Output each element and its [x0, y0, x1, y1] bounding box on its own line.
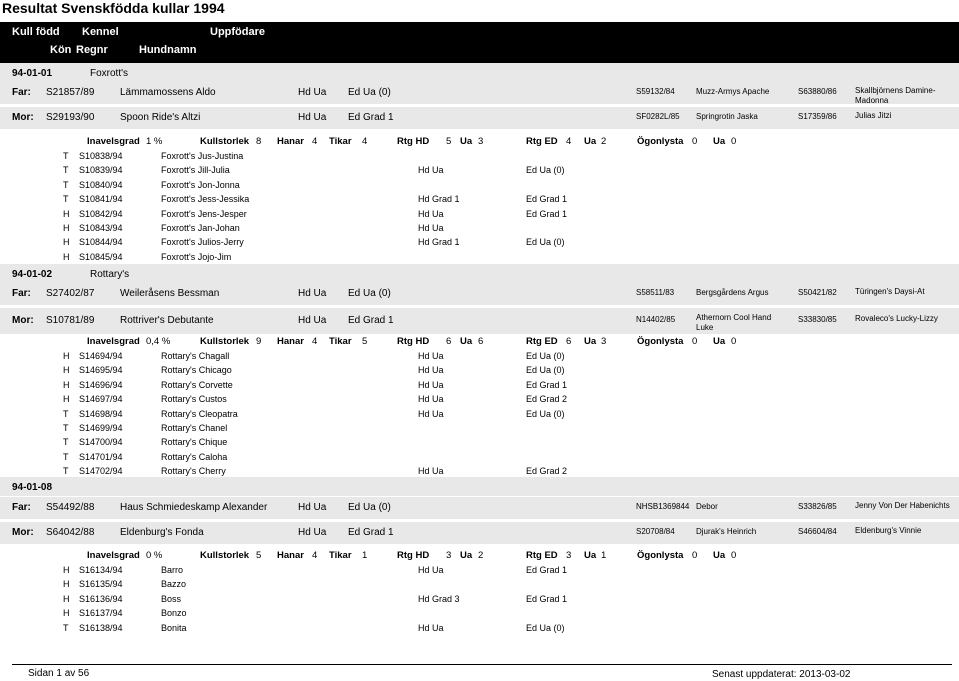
puppy-name: Rottary's Chanel	[161, 423, 228, 433]
parent-name: Spoon Ride's Altzi	[120, 112, 201, 123]
puppy-sex: H	[63, 379, 70, 390]
puppy-regnr: S14702/94	[79, 466, 123, 477]
puppy-sex: H	[63, 208, 70, 219]
stat-label-hanar: Hanar	[277, 336, 304, 347]
granddam-name: Julias Jitzi	[855, 111, 892, 120]
puppy-regnr: S14698/94	[79, 408, 123, 419]
parent-role: Far:	[12, 87, 31, 98]
stat-value-kull: 8	[256, 136, 262, 147]
stat-label-inavel: Inavelsgrad	[87, 136, 140, 147]
puppy-row	[0, 421, 959, 435]
header-kennel: Kennel	[82, 26, 119, 38]
stat-label-ua1: Ua	[460, 550, 473, 561]
parent-ed: Ed Ua (0)	[348, 87, 391, 98]
stat-label-ua3: Ua	[713, 136, 726, 147]
stat-label-kull: Kullstorlek	[200, 550, 250, 561]
puppy-name: Rottary's Cherry	[161, 466, 226, 477]
puppy-regnr: S16135/94	[79, 579, 123, 590]
puppy-name: Foxrott's Jojo-Jim	[161, 251, 232, 262]
stat-label-inavel: Inavelsgrad	[87, 336, 140, 347]
parent-row-far	[0, 283, 959, 305]
puppy-ed: Ed Ua (0)	[526, 237, 565, 248]
stat-value-hanar: 4	[312, 136, 318, 147]
puppy-regnr: S16138/94	[79, 622, 123, 633]
grandsire-name: Bergsgårdens Argus	[696, 288, 769, 297]
stat-label-rtged: Rtg ED	[526, 550, 558, 561]
stat-value-rtghd: 5	[446, 136, 452, 147]
puppy-hd: Hd Grad 3	[418, 593, 460, 604]
page-number: Sidan 1 av 56	[28, 668, 90, 679]
stat-label-rtghd: Rtg HD	[397, 136, 430, 147]
litter-header	[0, 477, 959, 496]
puppy-sex: T	[63, 165, 69, 176]
parent-regnr: S29193/90	[46, 112, 95, 123]
stat-value-rtged: 6	[566, 336, 572, 347]
stat-value-ua1: 6	[478, 336, 484, 347]
puppy-hd: Hd Ua	[418, 379, 444, 390]
puppy-ed: Ed Grad 1	[526, 208, 568, 219]
stat-label-hanar: Hanar	[277, 136, 304, 147]
puppy-row	[0, 192, 959, 206]
stat-value-inavel: 0,4 %	[146, 336, 171, 347]
stat-value-inavel: 1 %	[146, 136, 163, 147]
litter-kennel: Foxrott's	[90, 68, 129, 79]
parent-role: Far:	[12, 502, 31, 513]
stat-label-inavel: Inavelsgrad	[87, 550, 140, 561]
puppy-regnr: S14697/94	[79, 394, 123, 405]
puppy-ed: Ed Ua (0)	[526, 408, 565, 419]
puppy-hd: Hd Ua	[418, 622, 444, 633]
grandsire-name: Athernorn Cool Hand Luke	[696, 313, 772, 332]
stat-value-hanar: 4	[312, 336, 318, 347]
puppy-row	[0, 207, 959, 221]
puppy-hd: Hd Grad 1	[418, 237, 460, 248]
stat-value-ogon: 0	[692, 336, 698, 347]
granddam-name: Jenny Von Der Habenichts	[855, 501, 950, 510]
stat-label-ua2: Ua	[584, 336, 597, 347]
puppy-ed: Ed Ua (0)	[526, 365, 565, 376]
puppy-sex: H	[63, 394, 70, 405]
litter-header	[0, 63, 959, 82]
puppy-row	[0, 363, 959, 377]
grandsire-name: Springrotin Jaska	[696, 112, 758, 121]
header-kon: Kön	[50, 44, 72, 56]
parent-ed: Ed Grad 1	[348, 112, 394, 123]
parent-row-mor	[0, 107, 959, 129]
puppy-row	[0, 621, 959, 635]
puppy-sex: H	[63, 351, 70, 361]
parent-role: Far:	[12, 288, 31, 299]
stat-label-ogon: Ögonlysta	[637, 336, 684, 347]
puppy-sex: H	[63, 579, 70, 590]
parent-hd: Hd Ua	[298, 527, 327, 538]
puppy-ed: Ed Grad 2	[526, 394, 568, 405]
puppy-ed: Ed Ua (0)	[526, 622, 565, 633]
stat-label-rtged: Rtg ED	[526, 336, 558, 347]
puppy-name: Rottary's Cleopatra	[161, 408, 238, 419]
puppy-regnr: S10845/94	[79, 251, 123, 262]
puppy-name: Rottary's Caloha	[161, 451, 228, 462]
puppy-name: Bonita	[161, 622, 187, 633]
puppy-regnr: S16137/94	[79, 608, 123, 619]
stat-label-tikar: Tikar	[329, 550, 352, 561]
parent-ed: Ed Ua (0)	[348, 502, 391, 513]
puppy-hd: Hd Ua	[418, 351, 444, 361]
puppy-row	[0, 563, 959, 577]
puppy-row	[0, 178, 959, 192]
puppy-name: Rottary's Chicago	[161, 365, 232, 376]
puppy-name: Rottary's Corvette	[161, 379, 233, 390]
stat-value-ua1: 2	[478, 550, 484, 561]
puppy-row	[0, 407, 959, 421]
puppy-hd: Hd Ua	[418, 165, 444, 176]
stat-label-ua3: Ua	[713, 550, 726, 561]
grandsire-name: Muzz-Armys Apache	[696, 87, 770, 96]
puppy-name: Barro	[161, 565, 184, 575]
stat-label-ua1: Ua	[460, 136, 473, 147]
parent-hd: Hd Ua	[298, 288, 327, 299]
litter-stats-row	[0, 336, 959, 349]
parent-row-mor	[0, 308, 959, 334]
granddam-name: Eldenburg's Vinnie	[855, 526, 922, 535]
parent-regnr: S64042/88	[46, 527, 95, 538]
stat-value-ua3: 0	[731, 336, 737, 347]
grandsire-regnr: S59132/84	[636, 87, 675, 96]
puppy-row	[0, 235, 959, 249]
puppy-row	[0, 592, 959, 606]
puppy-name: Foxrott's Jus-Justina	[161, 151, 244, 161]
puppy-regnr: S14695/94	[79, 365, 123, 376]
litter-stats-row	[0, 136, 959, 149]
stat-label-tikar: Tikar	[329, 336, 352, 347]
puppy-sex: T	[63, 194, 69, 205]
puppy-sex: H	[63, 251, 70, 262]
litter-header	[0, 264, 959, 283]
granddam-regnr: S33830/85	[798, 315, 837, 324]
puppy-sex: H	[63, 365, 70, 376]
parent-hd: Hd Ua	[298, 112, 327, 123]
puppy-sex: H	[63, 237, 70, 248]
header-hundnamn: Hundnamn	[139, 44, 197, 56]
puppy-name: Foxrott's Jess-Jessika	[161, 194, 250, 205]
parent-name: Weileråsens Bessman	[120, 288, 220, 299]
puppy-regnr: S14696/94	[79, 379, 123, 390]
litter-date: 94-01-08	[12, 482, 53, 493]
stat-value-rtged: 3	[566, 550, 572, 561]
parent-ed: Ed Ua (0)	[348, 288, 391, 299]
puppy-hd: Hd Ua	[418, 394, 444, 405]
parent-regnr: S54492/88	[46, 502, 95, 513]
puppy-regnr: S10844/94	[79, 237, 123, 248]
puppy-sex: T	[63, 151, 69, 161]
footer-divider	[12, 664, 952, 665]
puppy-row	[0, 392, 959, 406]
puppy-name: Foxrott's Jens-Jesper	[161, 208, 247, 219]
puppy-name: Foxrott's Jill-Julia	[161, 165, 230, 176]
puppy-name: Foxrott's Julios-Jerry	[161, 237, 244, 248]
puppy-ed: Ed Grad 1	[526, 194, 568, 205]
header-regnr: Regnr	[76, 44, 108, 56]
last-updated: Senast uppdaterat: 2013-03-02	[712, 669, 851, 680]
puppy-name: Rottary's Chagall	[161, 351, 230, 361]
stat-value-rtghd: 6	[446, 336, 452, 347]
stat-label-ua3: Ua	[713, 336, 726, 347]
puppy-sex: T	[63, 451, 69, 462]
parent-hd: Hd Ua	[298, 315, 327, 326]
puppy-hd: Hd Ua	[418, 365, 444, 376]
granddam-regnr: S33826/85	[798, 502, 837, 511]
parent-role: Mor:	[12, 112, 34, 123]
puppy-regnr: S14700/94	[79, 437, 123, 448]
stat-value-hanar: 4	[312, 550, 318, 561]
puppy-sex: H	[63, 608, 70, 619]
stat-value-tikar: 5	[362, 336, 368, 347]
grandsire-regnr: S58511/83	[636, 288, 675, 297]
puppy-hd: Hd Ua	[418, 223, 444, 233]
stat-label-ua2: Ua	[584, 136, 597, 147]
puppy-ed: Ed Grad 1	[526, 593, 568, 604]
puppy-hd: Hd Ua	[418, 208, 444, 219]
parent-hd: Hd Ua	[298, 502, 327, 513]
puppy-hd: Hd Ua	[418, 565, 444, 575]
litter-date: 94-01-02	[12, 269, 53, 280]
puppy-regnr: S10838/94	[79, 151, 123, 161]
puppy-regnr: S10840/94	[79, 179, 123, 190]
stat-label-kull: Kullstorlek	[200, 336, 250, 347]
granddam-regnr: S50421/82	[798, 288, 837, 297]
stat-value-ogon: 0	[692, 136, 698, 147]
puppy-row	[0, 250, 959, 264]
puppy-hd: Hd Ua	[418, 408, 444, 419]
column-header-band	[0, 22, 959, 62]
stat-label-rtghd: Rtg HD	[397, 336, 430, 347]
stat-label-rtghd: Rtg HD	[397, 550, 430, 561]
parent-regnr: S21857/89	[46, 87, 95, 98]
stat-value-rtged: 4	[566, 136, 572, 147]
puppy-sex: T	[63, 408, 69, 419]
puppy-regnr: S10843/94	[79, 223, 123, 233]
puppy-row	[0, 349, 959, 363]
grandsire-regnr: SF0282L/85	[636, 112, 680, 121]
parent-ed: Ed Grad 1	[348, 315, 394, 326]
stat-value-tikar: 1	[362, 550, 368, 561]
granddam-regnr: S46604/84	[798, 527, 837, 536]
puppy-sex: T	[63, 437, 69, 448]
puppy-row	[0, 378, 959, 392]
puppy-regnr: S14694/94	[79, 351, 123, 361]
puppy-name: Rottary's Custos	[161, 394, 227, 405]
puppy-row	[0, 606, 959, 620]
parent-hd: Hd Ua	[298, 87, 327, 98]
stat-value-rtghd: 3	[446, 550, 452, 561]
puppy-ed: Ed Ua (0)	[526, 351, 565, 361]
granddam-name: Skallbjörnens Damine-Madonna	[855, 86, 936, 105]
puppy-row	[0, 163, 959, 177]
parent-regnr: S10781/89	[46, 315, 95, 326]
puppy-name: Bazzo	[161, 579, 187, 590]
stat-label-ua1: Ua	[460, 336, 473, 347]
stat-label-hanar: Hanar	[277, 550, 304, 561]
puppy-name: Rottary's Chique	[161, 437, 228, 448]
header-uppfodare: Uppfödare	[210, 26, 265, 38]
stat-value-ua3: 0	[731, 550, 737, 561]
parent-name: Haus Schmiedeskamp Alexander	[120, 502, 268, 513]
parent-regnr: S27402/87	[46, 288, 95, 299]
puppy-regnr: S10842/94	[79, 208, 123, 219]
puppy-name: Bonzo	[161, 608, 187, 619]
puppy-name: Boss	[161, 593, 182, 604]
puppy-sex: T	[63, 179, 69, 190]
puppy-sex: T	[63, 622, 69, 633]
stat-label-ua2: Ua	[584, 550, 597, 561]
stat-value-kull: 5	[256, 550, 262, 561]
parent-name: Eldenburg's Fonda	[120, 527, 204, 538]
puppy-row	[0, 435, 959, 449]
puppy-row	[0, 149, 959, 163]
puppy-ed: Ed Grad 1	[526, 379, 568, 390]
puppy-name: Foxrott's Jon-Jonna	[161, 179, 240, 190]
stat-value-ua2: 2	[601, 136, 607, 147]
grandsire-name: Debor	[696, 502, 718, 511]
litter-date: 94-01-01	[12, 68, 53, 79]
granddam-name: Rovaleco's Lucky-Lizzy	[855, 314, 938, 323]
stat-value-ua1: 3	[478, 136, 484, 147]
grandsire-regnr: N14402/85	[636, 315, 676, 324]
puppy-row	[0, 221, 959, 235]
parent-row-mor	[0, 522, 959, 544]
stat-value-kull: 9	[256, 336, 262, 347]
parent-row-far	[0, 82, 959, 104]
litter-kennel: Rottary's	[90, 269, 130, 280]
stat-value-tikar: 4	[362, 136, 368, 147]
parent-role: Mor:	[12, 527, 34, 538]
puppy-sex: H	[63, 593, 70, 604]
stat-value-ua3: 0	[731, 136, 737, 147]
stat-value-ua2: 3	[601, 336, 607, 347]
puppy-hd: Hd Grad 1	[418, 194, 460, 205]
stat-label-ogon: Ögonlysta	[637, 550, 684, 561]
stat-label-rtged: Rtg ED	[526, 136, 558, 147]
parent-row-far	[0, 497, 959, 519]
stat-label-ogon: Ögonlysta	[637, 136, 684, 147]
grandsire-regnr: S20708/84	[636, 527, 675, 536]
grandsire-name: Djurak's Heinrich	[696, 527, 757, 536]
page-title: Resultat Svenskfödda kullar 1994	[2, 0, 225, 16]
puppy-name: Foxrott's Jan-Johan	[161, 223, 240, 233]
puppy-regnr: S14701/94	[79, 451, 123, 462]
puppy-hd: Hd Ua	[418, 466, 444, 477]
parent-name: Lämmamossens Aldo	[120, 87, 216, 98]
granddam-name: Türingen's Daysi-At	[855, 287, 925, 296]
puppy-sex: H	[63, 565, 70, 575]
stat-label-tikar: Tikar	[329, 136, 352, 147]
puppy-sex: H	[63, 223, 70, 233]
header-kull-fodd: Kull född	[12, 26, 60, 38]
grandsire-regnr: NHSB1369844	[636, 502, 690, 511]
puppy-ed: Ed Grad 2	[526, 466, 568, 477]
parent-role: Mor:	[12, 315, 34, 326]
puppy-regnr: S14699/94	[79, 423, 123, 433]
stat-value-ogon: 0	[692, 550, 698, 561]
puppy-ed: Ed Grad 1	[526, 565, 568, 575]
granddam-regnr: S17359/86	[798, 112, 837, 121]
puppy-regnr: S16136/94	[79, 593, 123, 604]
stat-value-ua2: 1	[601, 550, 607, 561]
puppy-ed: Ed Ua (0)	[526, 165, 565, 176]
stat-label-kull: Kullstorlek	[200, 136, 250, 147]
litter-stats-row	[0, 550, 959, 563]
puppy-regnr: S10839/94	[79, 165, 123, 176]
puppy-sex: T	[63, 466, 69, 477]
stat-value-inavel: 0 %	[146, 550, 163, 561]
puppy-sex: T	[63, 423, 69, 433]
puppy-row	[0, 450, 959, 464]
parent-ed: Ed Grad 1	[348, 527, 394, 538]
puppy-row	[0, 577, 959, 591]
parent-name: Rottriver's Debutante	[120, 315, 214, 326]
puppy-regnr: S16134/94	[79, 565, 123, 575]
granddam-regnr: S63880/86	[798, 87, 837, 96]
puppy-regnr: S10841/94	[79, 194, 123, 205]
